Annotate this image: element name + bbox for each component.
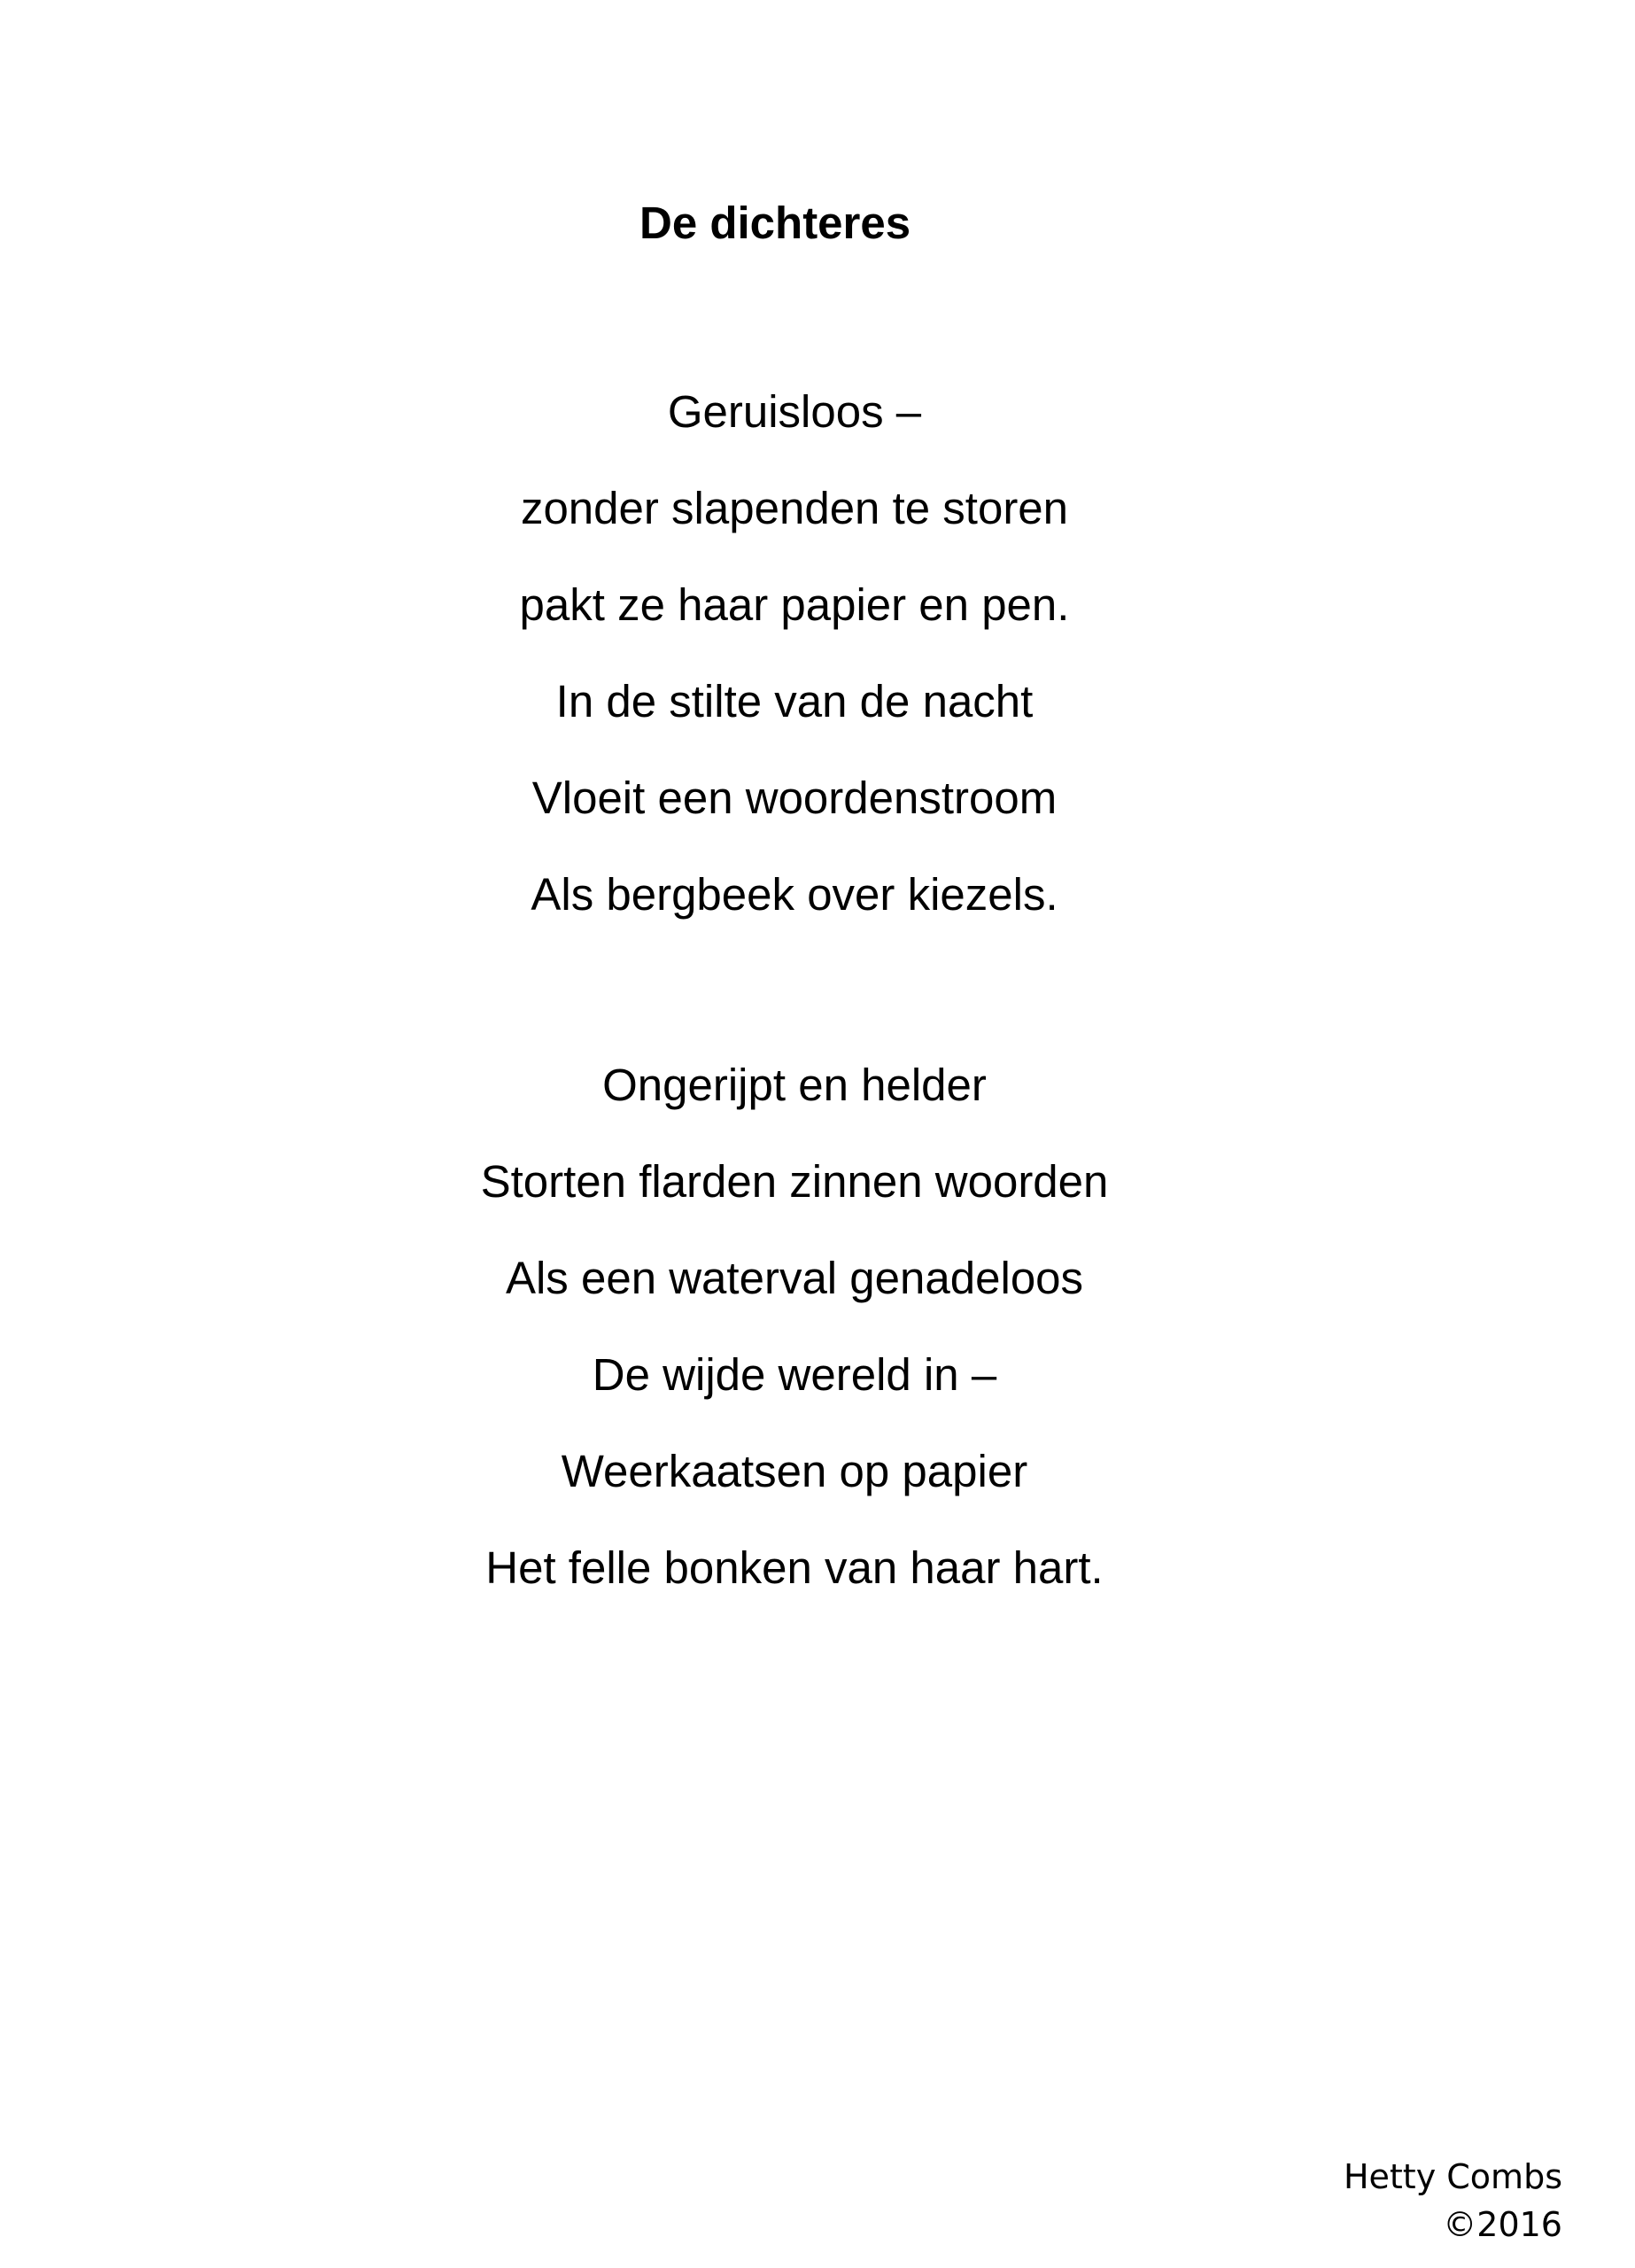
poem-line: De wijde wereld in – [592, 1349, 997, 1400]
poem-line: Weerkaatsen op papier [561, 1446, 1028, 1496]
poem-line: Als een waterval genadeloos [505, 1253, 1084, 1303]
poem-line: Geruisloos – [667, 386, 922, 437]
poem-title: De dichteres [639, 198, 911, 248]
poem-line: In de stilte van de nacht [555, 676, 1034, 726]
poem-stanza-2 [0, 1037, 1589, 1616]
poem-line: Ongerijpt en helder [602, 1060, 987, 1110]
author-signature [1344, 2153, 1562, 2249]
poem-line: Storten flarden zinnen woorden [480, 1156, 1109, 1207]
poem-line: Het felle bonken van haar hart. [485, 1542, 1104, 1593]
poem-stanza-1 [0, 363, 1589, 943]
author-name: Hetty Combs [1343, 2157, 1562, 2196]
poem-line: Als bergbeek over kiezels. [531, 869, 1058, 920]
copyright-notice: ©2016 [1443, 2205, 1562, 2244]
poem-line: Vloeit een woordenstroom [531, 773, 1058, 823]
poem-line: zonder slapenden te storen [520, 483, 1069, 533]
poem-line: pakt ze haar papier en pen. [519, 579, 1070, 630]
